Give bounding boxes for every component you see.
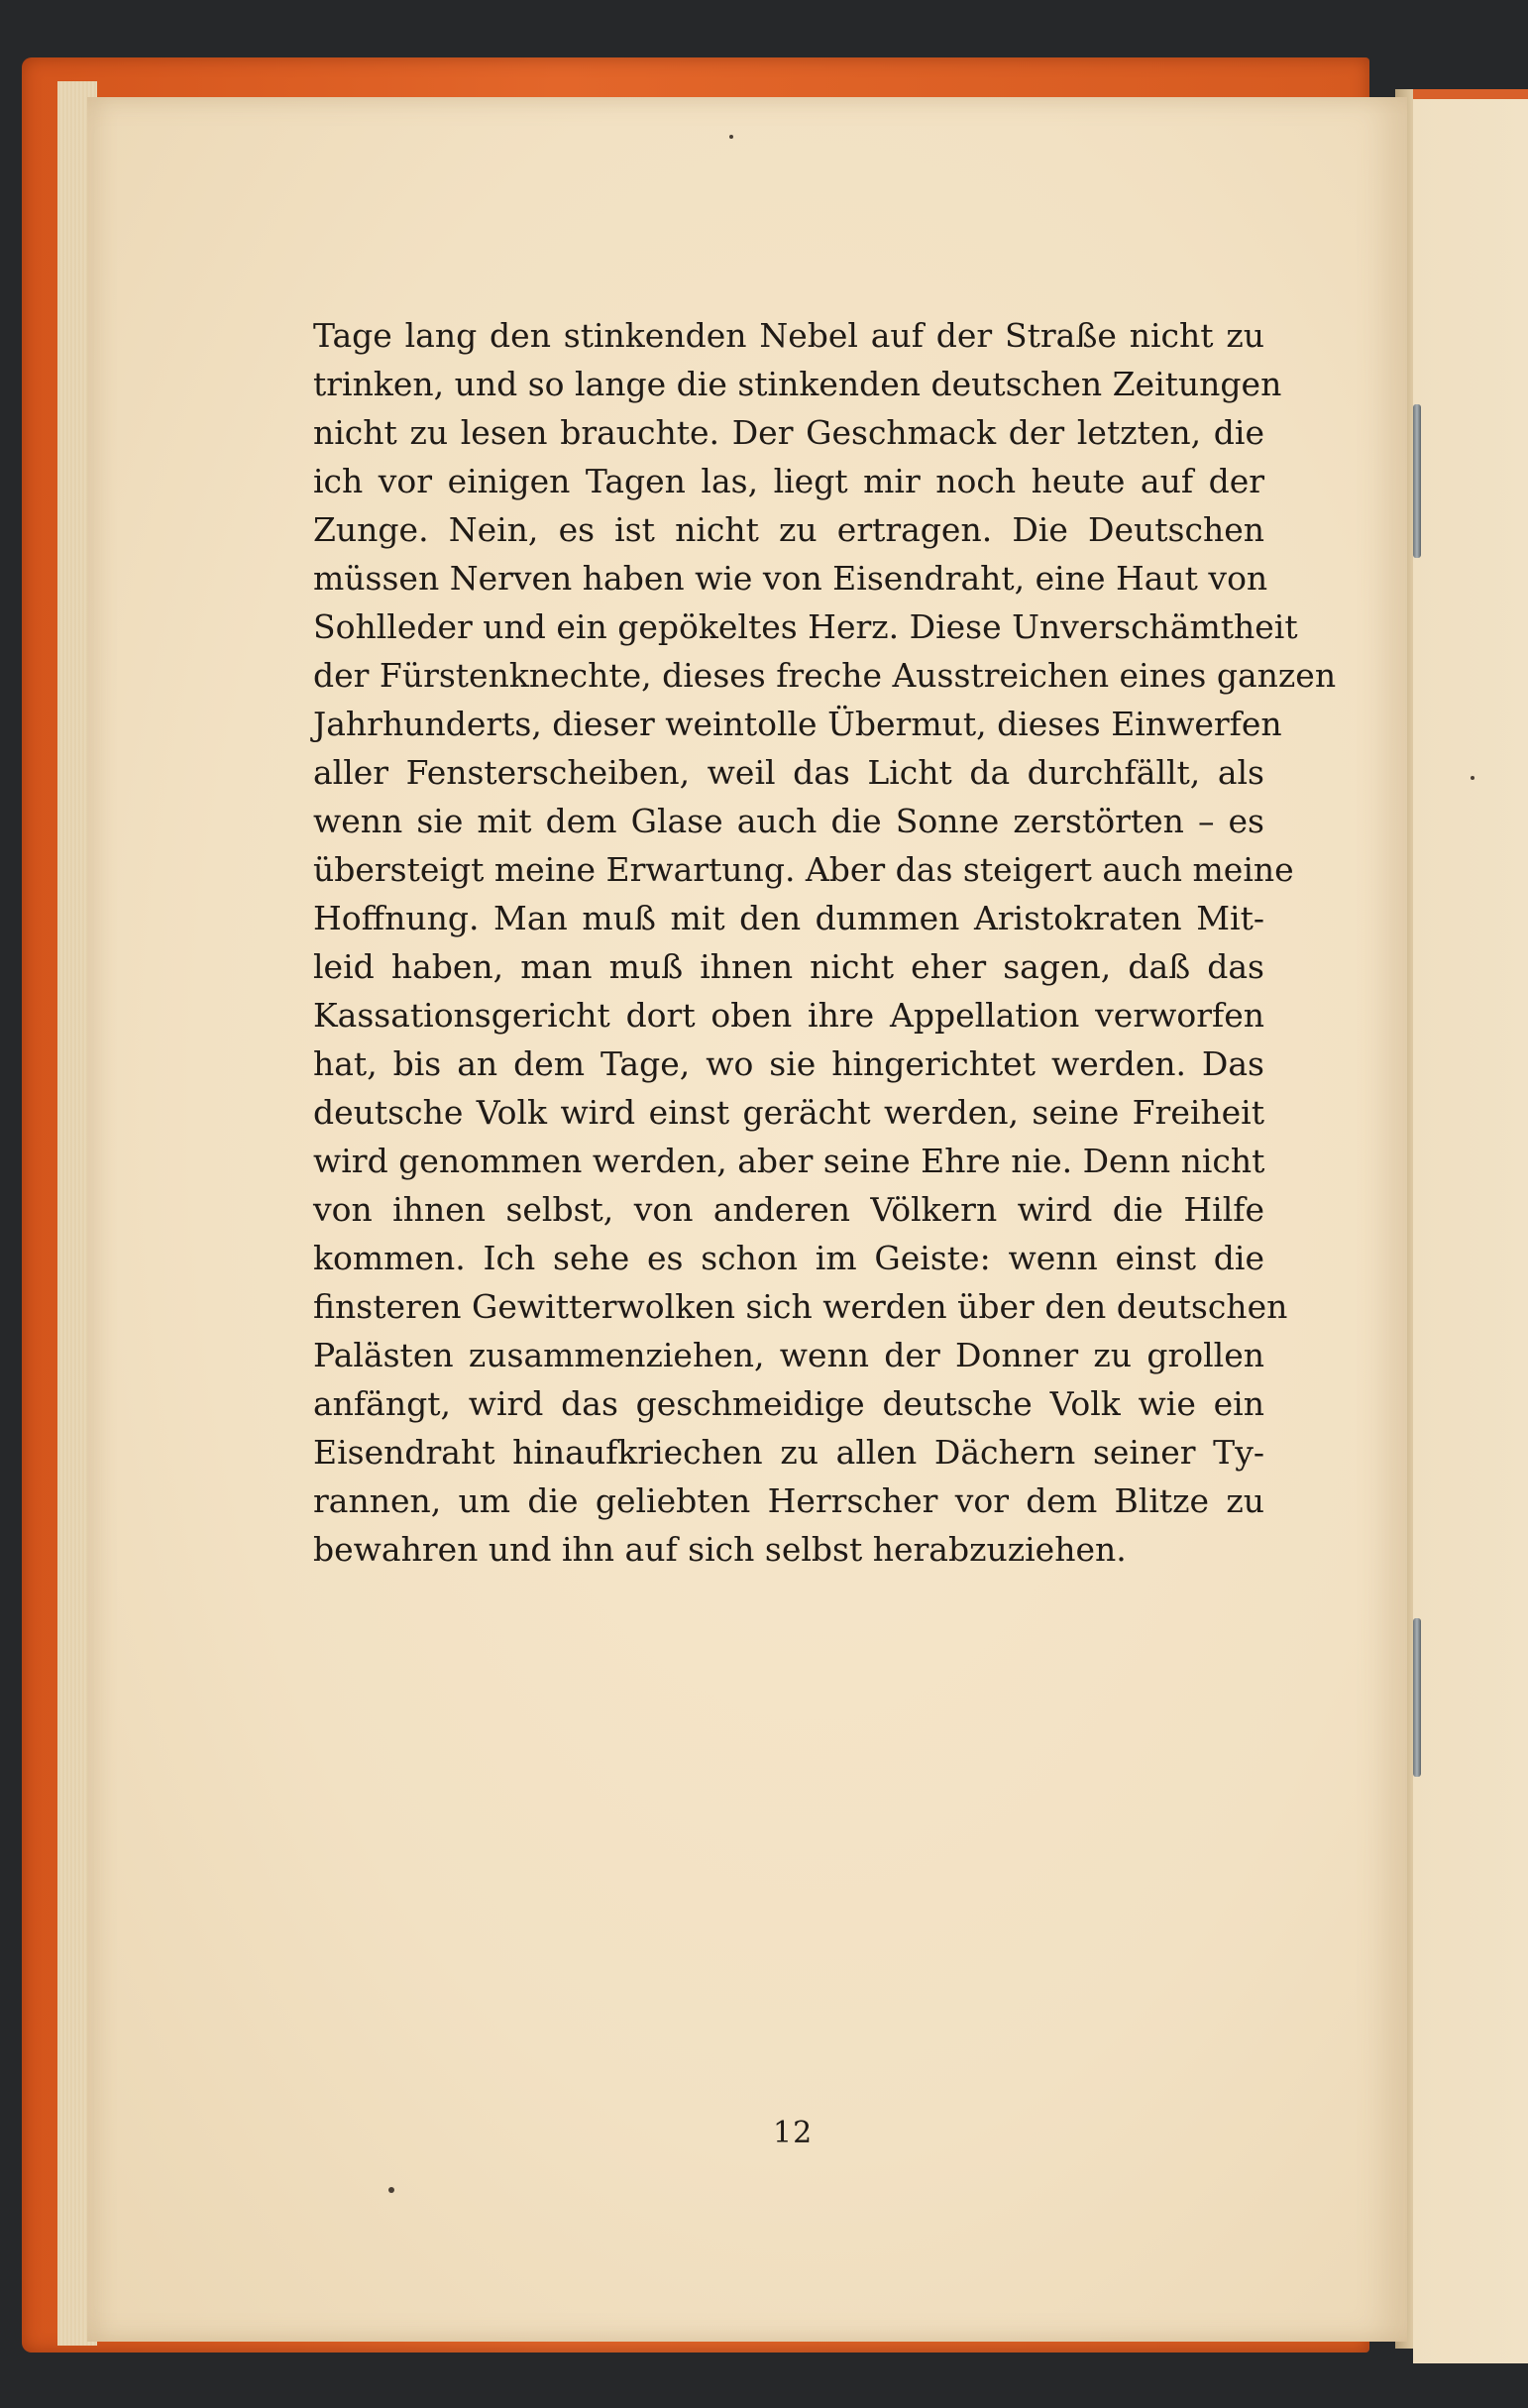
text-line: wird genommen werden, aber seine Ehre nie. Denn nicht — [313, 1142, 1265, 1180]
text-line: trinken, und so lange die stinkenden deutschen Zeitungen — [313, 365, 1282, 403]
text-line: finsteren Gewitterwolken sich werden über den deutschen — [313, 1287, 1288, 1326]
facing-page — [1413, 89, 1528, 2363]
text-line: Jahrhunderts, dieser weintolle Übermut, dieses Einwerfen — [313, 705, 1282, 743]
binding-clip-bottom — [1413, 1618, 1421, 1777]
paper-speck — [1471, 776, 1474, 780]
text-line: hat, bis an dem Tage, wo sie hingerichtet werden. Das — [313, 1044, 1264, 1083]
page-number: 12 — [773, 2116, 814, 2150]
text-line: bewahren und ihn auf sich selbst herabzuziehen. — [313, 1530, 1127, 1569]
text-line: der Fürstenknechte, dieses freche Ausstreichen eines ganzen — [313, 656, 1337, 695]
body-text — [313, 311, 1337, 1574]
text-line: Hoffnung. Man muß mit den dummen Aristokraten Mit- — [313, 899, 1264, 937]
text-line: von ihnen selbst, von anderen Völkern wird die Hilfe — [313, 1190, 1264, 1229]
text-line: Zunge. Nein, es ist nicht zu ertragen. Die Deutschen — [313, 510, 1264, 549]
text-line: Kassationsgericht dort oben ihre Appellation verworfen — [313, 996, 1264, 1035]
text-line: Eisendraht hinaufkriechen zu allen Dächern seiner Ty- — [313, 1433, 1264, 1472]
text-line: kommen. Ich sehe es schon im Geiste: wenn einst die — [313, 1239, 1264, 1277]
text-line: Sohlleder und ein gepökeltes Herz. Diese Unverschämtheit — [313, 607, 1298, 646]
text-line: nicht zu lesen brauchte. Der Geschmack der letzten, die — [313, 413, 1264, 452]
text-line: Palästen zusammenziehen, wenn der Donner zu grollen — [313, 1336, 1264, 1374]
text-line: übersteigt meine Erwartung. Aber das steigert auch meine — [313, 850, 1294, 889]
text-line: ich vor einigen Tagen las, liegt mir noch heute auf der — [313, 462, 1264, 500]
paper-speck — [388, 2187, 394, 2193]
text-line: anfängt, wird das geschmeidige deutsche Volk wie ein — [313, 1384, 1264, 1423]
text-line: rannen, um die geliebten Herrscher vor dem Blitze zu — [313, 1481, 1264, 1520]
text-line: Tage lang den stinkenden Nebel auf der Straße nicht zu — [313, 316, 1264, 355]
text-line: wenn sie mit dem Glase auch die Sonne zerstörten – es — [313, 802, 1264, 840]
binding-clip-top — [1413, 404, 1421, 558]
text-line: deutsche Volk wird einst gerächt werden, seine Freiheit — [313, 1093, 1264, 1132]
paper-speck — [729, 135, 733, 139]
text-line: leid haben, man muß ihnen nicht eher sagen, daß das — [313, 947, 1264, 986]
text-line: aller Fensterscheiben, weil das Licht da durchfällt, als — [313, 753, 1264, 792]
text-line: müssen Nerven haben wie von Eisendraht, eine Haut von — [313, 559, 1268, 598]
